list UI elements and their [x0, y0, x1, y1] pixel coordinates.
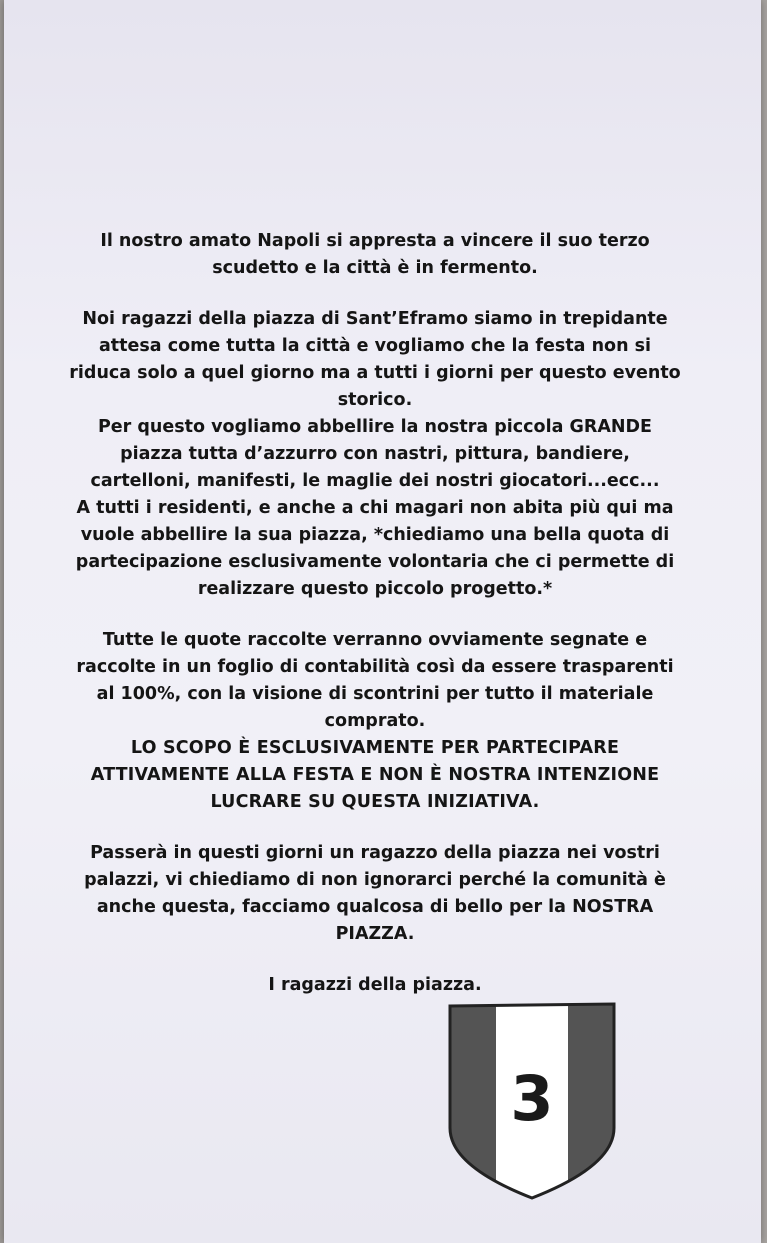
text-line: riduca solo a quel giorno ma a tutti i giorni per questo evento [69, 363, 681, 383]
text-line: Tutte le quote raccolte verranno ovviamente segnate e [102, 630, 648, 650]
text-line: Per questo vogliamo abbellire la nostra piccola GRANDE [97, 417, 652, 437]
text-line: partecipazione esclusivamente volontaria che ci permette di [75, 552, 675, 572]
text-line: Il nostro amato Napoli si appresta a vincere il suo terzo [100, 231, 650, 251]
paragraph-waiting [60, 306, 690, 414]
text-line: LUCRARE SU QUESTA INIZIATIVA. [210, 792, 540, 812]
scudetto-shield-icon [446, 1000, 618, 1202]
text-line: realizzare questo piccolo progetto.* [197, 579, 553, 599]
text-line: storico. [337, 390, 413, 410]
text-line: A tutti i residenti, e anche a chi magari non abita più qui ma [76, 498, 674, 518]
shield-number: 3 [510, 1062, 554, 1135]
text-line: PIAZZA. [335, 924, 415, 944]
text-line: comprato. [324, 711, 426, 731]
text-line: raccolte in un foglio di contabilità così da essere trasparenti [76, 657, 674, 677]
text-line: piazza tutta d’azzurro con nastri, pittura, bandiere, [120, 444, 630, 464]
text-line: al 100%, con la visione di scontrini per tutto il materiale [96, 684, 654, 704]
text-line: Passerà in questi giorni un ragazzo della piazza nei vostri [90, 843, 660, 863]
text-line: Noi ragazzi della piazza di Sant’Eframo siamo in trepidante [82, 309, 668, 329]
paragraph-visit [60, 840, 690, 948]
text-line: ATTIVAMENTE ALLA FESTA E NON È NOSTRA INTENZIONE [90, 765, 660, 785]
text-line: palazzi, vi chiediamo di non ignorarci perché la comunità è [84, 870, 666, 890]
text-line: attesa come tutta la città e vogliamo che la festa non si [98, 336, 652, 356]
paragraph-decoration [60, 414, 690, 603]
text-line: cartelloni, manifesti, le maglie dei nostri giocatori...ecc... [90, 471, 660, 491]
text-line: vuole abbellire la sua piazza, *chiediamo una bella quota di [80, 525, 670, 545]
intro-paragraph [60, 228, 690, 282]
flyer-text [60, 228, 690, 999]
text-line: LO SCOPO È ESCLUSIVAMENTE PER PARTECIPARE [130, 738, 620, 758]
text-line: scudetto e la città è in fermento. [212, 258, 538, 278]
paragraph-transparency [60, 627, 690, 735]
text-line: anche questa, facciamo qualcosa di bello per la NOSTRA [96, 897, 654, 917]
paragraph-purpose [60, 735, 690, 816]
signature: I ragazzi della piazza. [268, 975, 482, 995]
